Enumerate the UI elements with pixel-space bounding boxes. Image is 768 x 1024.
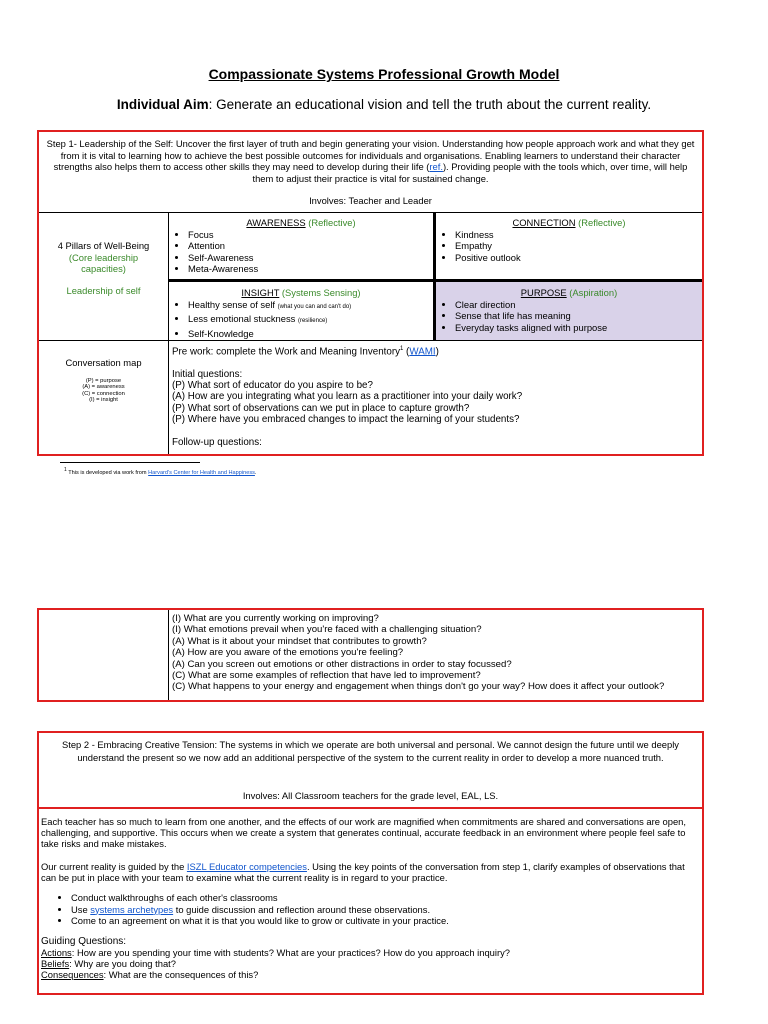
ref-link[interactable]: ref. — [429, 161, 443, 173]
purpose-tag: (Aspiration) — [566, 287, 618, 298]
conversation-legend: (P) = purpose (A) = awareness (C) = connection (I) = insight — [82, 377, 125, 404]
connection-item: • Empathy — [455, 240, 701, 252]
awareness-item: • Focus — [188, 229, 432, 241]
followup-question: (A) Can you screen out emotions or other distractions in order to stay focussed? — [172, 658, 512, 670]
followup-question: (I) What are you currently working on improving? — [172, 613, 379, 624]
guiding-actions: Actions: How are you spending your time with students? What are your practices? How do you approach inquiry? — [41, 946, 510, 958]
initial-questions-label: Initial questions: — [172, 368, 243, 380]
awareness-title: AWARENESS — [246, 217, 306, 228]
connection-cell — [437, 217, 701, 263]
connection-item: • Positive outlook — [455, 252, 701, 264]
insight-item: • Self-Knowledge — [188, 328, 432, 340]
step2-paragraph: Our current reality is guided by the ISZL Educator competencies. Using the key points of the conversation from step 1, clarify examples of observations that can be put in place with your team to examine what the current reality is in regard to your practice. — [41, 860, 685, 883]
followup-questions-label: Follow-up questions: — [172, 436, 262, 448]
conversation-map-label — [40, 357, 167, 404]
pillars-label — [40, 240, 167, 296]
prework-line: Pre work: complete the Work and Meaning Inventory$^1$ (WAMI) — [172, 346, 439, 358]
followup-question: (A) How are you aware of the emotions you're feeling? — [172, 647, 404, 659]
step2-bullet: • Come to an agreement on what it is that you would like to grow or cultivate in your practice. — [71, 915, 699, 927]
footnote-rule — [60, 462, 200, 463]
initial-question: (A) How are you integrating what you learn as a practitioner into your daily work? — [172, 391, 523, 403]
footnote: $^1$ This is developed via work from Harvard's Center for Health and Happiness. — [64, 467, 257, 476]
insight-title: INSIGHT — [241, 287, 280, 298]
followup-question: (C) What are some examples of reflection that have led to improvement? — [172, 670, 481, 682]
awareness-item: • Self-Awareness — [188, 252, 432, 264]
harvard-link[interactable]: Harvard's Center for Health and Happiness — [148, 469, 255, 476]
wami-link[interactable]: WAMI — [409, 346, 436, 358]
individual-aim — [0, 97, 768, 112]
insight-tag: (Systems Sensing) — [279, 287, 361, 298]
step2-bullet: • Use systems archetypes to guide discussion and reflection around these observations. — [71, 904, 699, 916]
systems-archetypes-link[interactable]: systems archetypes — [90, 903, 174, 915]
purpose-item: • Sense that life has meaning — [455, 310, 701, 322]
awareness-item: • Meta-Awareness — [188, 263, 432, 275]
insight-cell — [170, 287, 432, 339]
step1-intro — [44, 138, 697, 184]
leadership-of-self: Leadership of self — [66, 284, 141, 296]
purpose-title: PURPOSE — [520, 287, 567, 298]
followup-question: (A) What is it about your mindset that contributes to growth? — [172, 635, 427, 647]
pillars-heading: 4 Pillars of Well-Being — [57, 240, 150, 251]
step2-body — [41, 816, 699, 980]
awareness-tag: (Reflective) — [305, 217, 356, 228]
guiding-beliefs: Beliefs: Why are you doing that? — [41, 957, 176, 969]
conversation-map-title: Conversation map — [65, 357, 142, 368]
connection-item: • Kindness — [455, 229, 701, 241]
insight-item: • Less emotional stuckness (resilience) — [188, 313, 432, 328]
connection-tag: (Reflective) — [575, 217, 626, 228]
pillars-subheading: (Core leadership capacities) — [68, 251, 139, 275]
followup-question: (I) What emotions prevail when you're faced with a challenging situation? — [172, 624, 482, 636]
step1-involves: Involves: Teacher and Leader — [309, 195, 432, 206]
step2-paragraph: Each teacher has so much to learn from one another, and the effects of our work are magnified when commitments are shared and conversations are open, challenging, and supportive. This occurs when we create a system that generates continual, accurate feedback in an environment where people feel safe to take risks and make mistakes. — [41, 816, 686, 850]
insight-item: • Healthy sense of self (what you can and can't do) — [188, 299, 432, 314]
step2-involves: Involves: All Classroom teachers for the grade level, EAL, LS. — [242, 790, 499, 801]
followup-question: (C) What happens to your energy and engagement when things don't go your way? How does it affect your outlook? — [172, 681, 665, 693]
step2-divider — [39, 807, 702, 809]
step2-bullet: • Conduct walkthroughs of each other's classrooms — [71, 892, 699, 904]
purpose-item: • Clear direction — [455, 299, 701, 311]
step2-intro: Step 2 - Embracing Creative Tension: The systems in which we operate are both universal and personal. We cannot design the future until we deeply understand the present so we now add an additional perspective of the system to the current reality in order to develop a more nuanced truth. — [61, 739, 679, 764]
step1-intro-text: Step 1- Leadership of the Self: Uncover the first layer of truth and begin generating your vision. Understanding how people approach work and what they get from it is vital to learning how to achieve the best possible outcomes for individuals and organisations. Enabling learners to understand their character strengths also helps them to access other skills they may need to develop during their life ( — [46, 138, 695, 173]
aim-text: : Generate an educational vision and tell the truth about the current reality. — [208, 97, 652, 112]
guiding-questions-label: Guiding Questions: — [41, 935, 127, 947]
page-title: Compassionate Systems Professional Growth Model — [208, 66, 560, 82]
followup-questions — [172, 613, 700, 693]
purpose-cell — [437, 287, 701, 333]
conversation-questions — [172, 344, 700, 448]
initial-question: (P) What sort of educator do you aspire to be? — [172, 380, 373, 392]
connection-title: CONNECTION — [512, 217, 576, 228]
awareness-item: • Attention — [188, 240, 432, 252]
awareness-cell — [170, 217, 432, 275]
step1-intro-text-end: ). Providing people with the tools which, over time, will help them to adjust their practice is vital for sustained change. — [252, 161, 688, 184]
initial-question: (P) Where have you embraced changes to impact the learning of your students? — [172, 414, 520, 426]
aim-label: Individual Aim — [116, 97, 209, 112]
purpose-item: • Everyday tasks aligned with purpose — [455, 322, 701, 334]
iszl-competencies-link[interactable]: ISZL Educator competencies — [186, 860, 307, 872]
guiding-consequences: Consequences: What are the consequences of this? — [41, 969, 259, 981]
initial-question: (P) What sort of observations can we put in place to capture growth? — [172, 402, 470, 414]
